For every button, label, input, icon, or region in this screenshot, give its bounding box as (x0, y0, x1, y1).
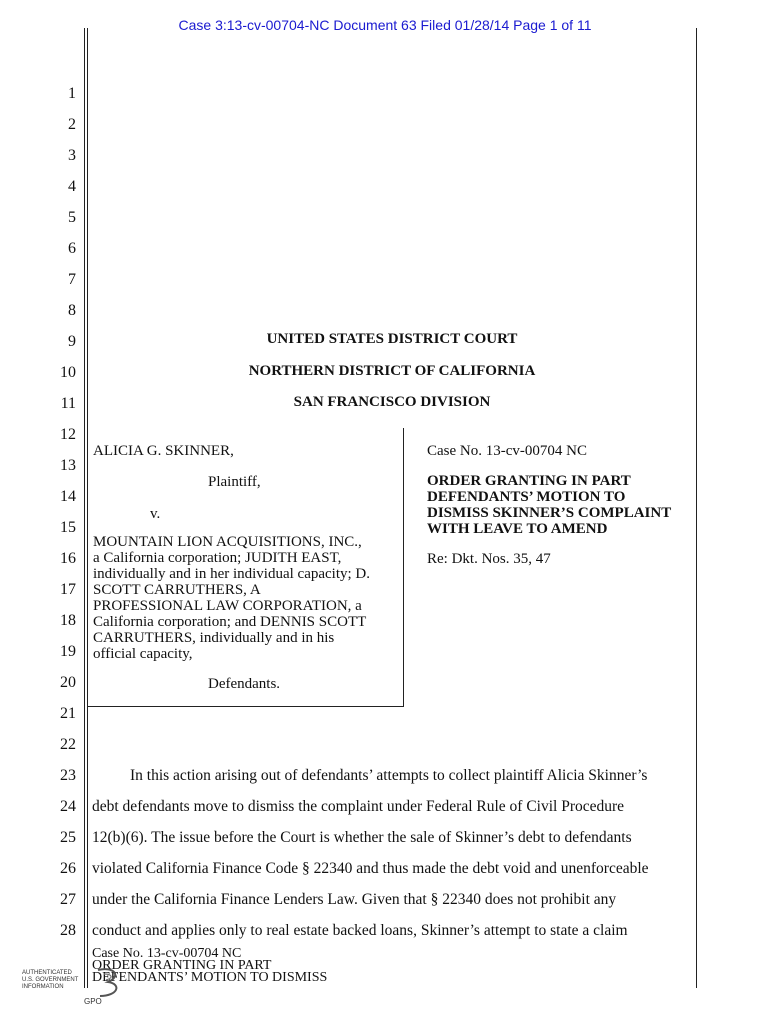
seal-text: INFORMATION (22, 984, 64, 990)
case-number: Case No. 13-cv-00704 NC (427, 443, 587, 459)
line-number: 2 (68, 116, 76, 133)
line-number: 26 (60, 860, 76, 877)
order-title-line: WITH LEAVE TO AMEND (427, 521, 608, 537)
order-title-line: ORDER GRANTING IN PART (427, 473, 631, 489)
footer-line: DEFENDANTS’ MOTION TO DISMISS (92, 970, 328, 985)
line-number: 14 (60, 488, 76, 505)
line-number: 6 (68, 240, 76, 257)
line-number: 16 (60, 550, 76, 567)
body-line: In this action arising out of defendants’ attempts to collect plaintiff Alicia Skinner’s (130, 767, 648, 784)
defendants-line: PROFESSIONAL LAW CORPORATION, a (93, 598, 362, 614)
seal-text: U.S. GOVERNMENT (22, 977, 79, 983)
footer-line: Case No. 13-cv-00704 NC (92, 946, 242, 961)
docket-reference: Re: Dkt. Nos. 35, 47 (427, 551, 551, 567)
defendants-line: official capacity, (93, 646, 193, 662)
order-title-line: DISMISS SKINNER’S COMPLAINT (427, 505, 672, 521)
caption-box-right-rule (403, 428, 404, 706)
plaintiff-name: ALICIA G. SKINNER, (93, 443, 234, 459)
line-number: 21 (60, 705, 76, 722)
court-name: UNITED STATES DISTRICT COURT (266, 331, 518, 347)
line-number: 20 (60, 674, 76, 691)
versus: v. (150, 506, 161, 522)
line-number: 22 (60, 736, 76, 753)
gpo-eagle-icon (92, 962, 132, 1002)
seal-mark: GPO (84, 997, 102, 1006)
line-number: 17 (60, 581, 76, 598)
line-number: 15 (60, 519, 76, 536)
defendants-role: Defendants. (208, 676, 281, 692)
gpo-authentication-seal (22, 970, 112, 1014)
line-number: 3 (68, 147, 76, 164)
filing-header: Case 3:13-cv-00704-NC Document 63 Filed 01/28/14 Page 1 of 11 (178, 17, 592, 33)
line-number: 13 (60, 457, 76, 474)
line-number: 9 (68, 333, 76, 350)
order-title-line: DEFENDANTS’ MOTION TO (427, 489, 626, 505)
defendants-line: SCOTT CARRUTHERS, A (93, 582, 261, 598)
defendants-line: California corporation; and DENNIS SCOTT (93, 614, 367, 630)
defendants-line: CARRUTHERS, individually and in his (93, 630, 335, 646)
body-line: violated California Finance Code § 22340 and thus made the debt void and unenforceable (92, 860, 649, 877)
body-line: under the California Finance Lenders Law. Given that § 22340 does not prohibit any (92, 891, 617, 908)
line-number: 7 (68, 271, 76, 288)
line-number: 8 (68, 302, 76, 319)
line-number: 27 (60, 891, 76, 908)
line-number: 19 (60, 643, 76, 660)
line-number: 28 (60, 922, 76, 939)
body-line: 12(b)(6). The issue before the Court is whether the sale of Skinner’s debt to defendants (92, 829, 632, 846)
line-number: 12 (60, 426, 76, 443)
defendants-line: a California corporation; JUDITH EAST, (93, 550, 342, 566)
line-number: 23 (60, 767, 76, 784)
court-division: SAN FRANCISCO DIVISION (293, 394, 491, 410)
defendants-line: individually and in her individual capacity; D. (93, 566, 371, 582)
left-margin-rule-outer (84, 28, 85, 988)
body-line: conduct and applies only to real estate backed loans, Skinner’s attempt to state a claim (92, 922, 628, 939)
body-line: debt defendants move to dismiss the complaint under Federal Rule of Civil Procedure (92, 798, 625, 815)
line-number: 1 (68, 85, 76, 102)
line-number: 4 (68, 178, 76, 195)
line-number: 10 (60, 364, 76, 381)
defendants-line: MOUNTAIN LION ACQUISITIONS, INC., (93, 534, 362, 550)
line-number: 25 (60, 829, 76, 846)
plaintiff-role: Plaintiff, (208, 474, 261, 490)
line-number: 18 (60, 612, 76, 629)
left-margin-rule-inner (87, 28, 88, 988)
seal-text: AUTHENTICATED (22, 970, 72, 976)
caption-box-bottom-rule (88, 706, 404, 707)
line-number: 24 (60, 798, 76, 815)
right-margin-rule (696, 28, 697, 988)
line-number: 5 (68, 209, 76, 226)
court-district: NORTHERN DISTRICT OF CALIFORNIA (248, 363, 536, 379)
line-number: 11 (60, 395, 76, 412)
footer-line: ORDER GRANTING IN PART (92, 958, 272, 973)
